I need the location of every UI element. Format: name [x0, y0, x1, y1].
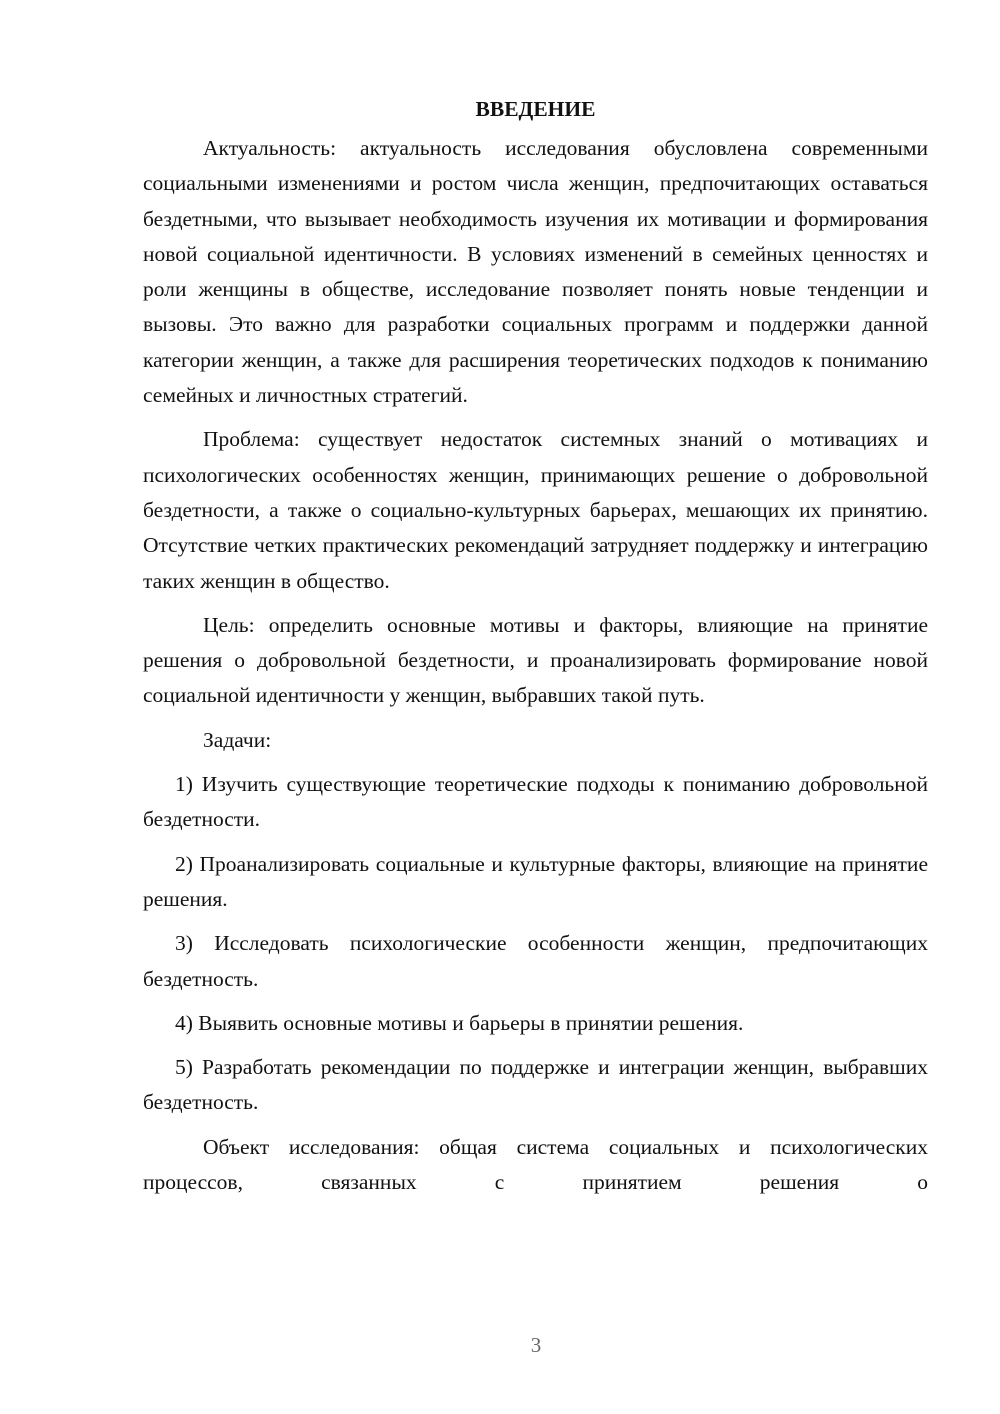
tasks-heading: Задачи: — [203, 727, 272, 752]
document-page — [143, 92, 928, 1200]
page-number: 3 — [530, 1333, 542, 1357]
paragraph-problem: Проблема: существует недостаток системных знаний о мотивациях и психологических особенностях женщин, принимающих решение о добровольной бездетности, а также о социально-культурных барьерах, мешающих их принятию. Отсутствие четких практических рекомендаций затрудняет поддержку и интеграцию таких женщин в общество. — [143, 427, 928, 593]
paragraph-object: Объект исследования: общая система социальных и психологических процессов, связанных с принятием решения о — [143, 1134, 928, 1195]
paragraph-goal: Цель: определить основные мотивы и факторы, влияющие на принятие решения о добровольной бездетности, и проанализировать формирование новой социальной идентичности у женщин, выбравших такой путь. — [143, 612, 928, 708]
task-item: 1) Изучить существующие теоретические подходы к пониманию добровольной бездетности. — [143, 772, 928, 832]
paragraph-relevance: Актуальность: актуальность исследования обусловлена современными социальными изменениями и ростом числа женщин, предпочитающих оставаться бездетными, что вызывает необходимость изучения их мотивации и формирования новой социальной идентичности. В условиях изменений в семейных ценностях и роли женщины в обществе, исследование позволяет понять новые тенденции и вызовы. Это важно для разработки социальных программ и поддержки данной категории женщин, а также для расширения теоретических подходов к пониманию семейных и личностных стратегий. — [143, 136, 928, 408]
task-item: 2) Проанализировать социальные и культурные факторы, влияющие на принятие решения. — [143, 851, 928, 911]
task-item: 4) Выявить основные мотивы и барьеры в принятии решения. — [175, 1010, 744, 1035]
task-item: 3) Исследовать психологические особенности женщин, предпочитающих бездетность. — [143, 931, 928, 991]
task-item: 5) Разработать рекомендации по поддержке и интеграции женщин, выбравших бездетность. — [143, 1055, 928, 1115]
page-title: ВВЕДЕНИЕ — [475, 97, 596, 121]
